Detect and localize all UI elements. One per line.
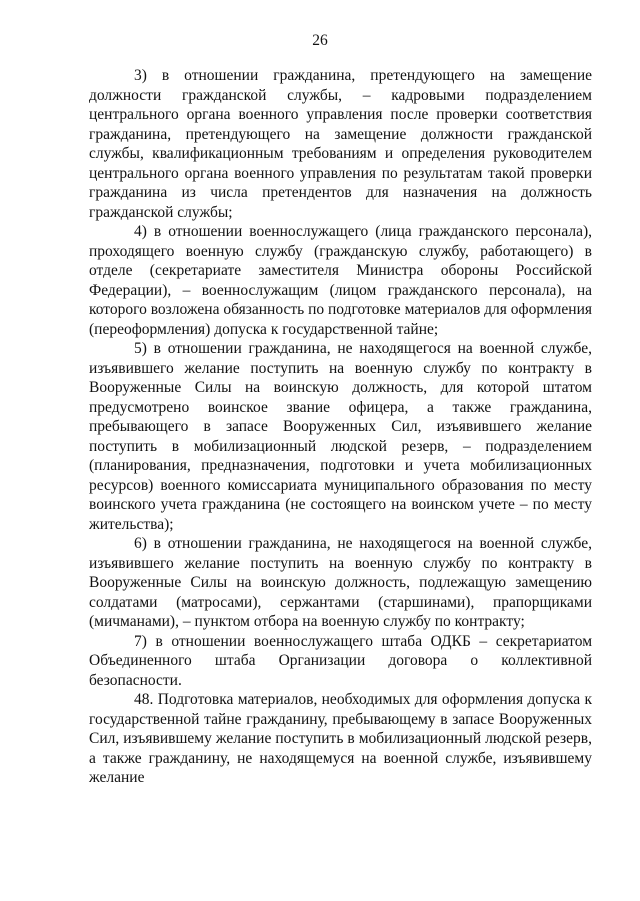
paragraph-item-4: 4) в отношении военнослужащего (лица гражданского персонала), проходящего военную службу (гражданскую службу, работающего) в отделе (секретариате заместителя Министра обороны Российской Федерации), – военнослужащим (лицом гражданского персонала), на которого возложена обязанность по подготовке материалов для оформления (переоформления) допуска к государственной тайне; — [89, 223, 592, 338]
paragraph-item-7: 7) в отношении военнослужащего штаба ОДКБ – секретариатом Объединенного штаба Организации договора о коллективной безопасности. — [89, 632, 592, 689]
paragraph-48: 48. Подготовка материалов, необходимых для оформления допуска к государственной тайне гражданину, пребывающему в запасе Вооруженных Сил, изъявившему желание поступить в мобилизационный людской резерв, а также гражданину, не находящемуся на военной службе, изъявившему желание — [89, 691, 592, 786]
document-body — [89, 66, 592, 788]
paragraph-item-5: 5) в отношении гражданина, не находящегося на военной службе, изъявившего желание поступить на военную службу по контракту в Вооруженные Силы на воинскую должность, для которой штатом предусмотрено воинское звание офицера, а также гражданина, пребывающего в запасе Вооруженных Сил, изъявившего желание поступить в мобилизационный людской резерв, – подразделением (планирования, предназначения, подготовки и учета мобилизационных ресурсов) военного комиссариата муниципального образования по месту воинского учета гражданина (не состоящего на воинском учете – по месту жительства); — [89, 340, 592, 533]
paragraph-item-3: 3) в отношении гражданина, претендующего на замещение должности гражданской службы, – кадровыми подразделением центрального органа военного управления после проверки соответствия гражданина, претендующего на замещение должности гражданской службы, квалификационным требованиям и определения руководителем центрального органа военного управления по результатам такой проверки гражданина из числа претендентов для назначения на должность гражданской службы; — [89, 67, 592, 221]
page-number: 26 — [312, 32, 328, 49]
paragraph-item-6: 6) в отношении гражданина, не находящегося на военной службе, изъявившего желание поступить на военную службу по контракту в Вооруженные Силы на воинскую должность, подлежащую замещению солдатами (матросами), сержантами (старшинами), прапорщиками (мичманами), – пунктом отбора на военную службу по контракту; — [89, 535, 592, 630]
